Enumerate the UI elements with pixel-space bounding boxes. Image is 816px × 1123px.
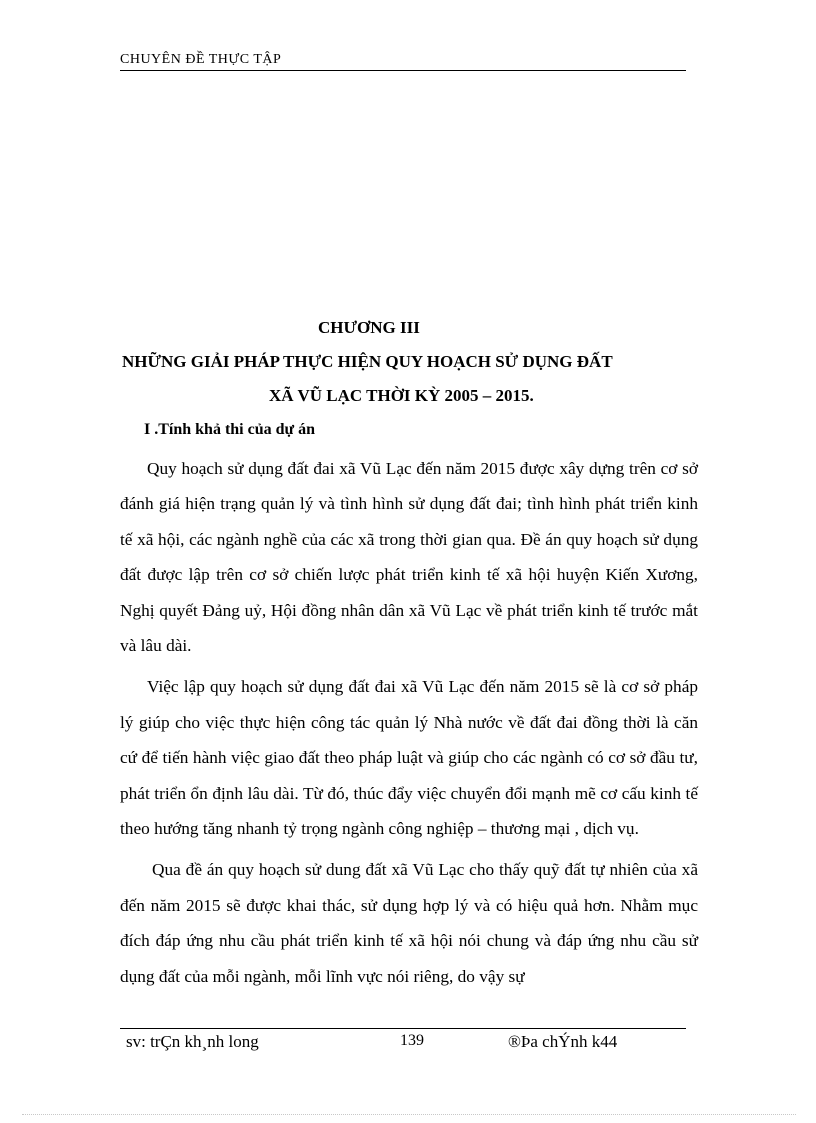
chapter-title-line-2: XÃ VŨ LẠC THỜI KỲ 2005 – 2015. — [269, 386, 534, 405]
footer-divider — [120, 1028, 686, 1029]
chapter-title-line-1: NHỮNG GIẢI PHÁP THỰC HIỆN QUY HOẠCH SỬ DỤNG ĐẤT — [122, 352, 613, 371]
running-header: CHUYÊN ĐỀ THỰC TẬP — [120, 52, 282, 67]
body-text — [120, 451, 698, 994]
page-number: 139 — [400, 1032, 424, 1049]
paragraph-1: Quy hoạch sử dụng đất đai xã Vũ Lạc đến năm 2015 được xây dựng trên cơ sở đánh giá hiện trạng quản lý và tình hình sử dụng đất đai; tình hình phát triển kinh tế xã hội, các ngành nghề của các xã trong thời gian qua. Đề án quy hoạch sử dụng đất được lập trên cơ sở chiến lược phát triển kinh tế xã hội huyện Kiến Xương, Nghị quyết Đảng uỷ, Hội đồng nhân dân xã Vũ Lạc về phát triển kinh tế trước mắt và lâu dài. — [120, 459, 698, 656]
header-divider — [120, 70, 686, 71]
page-boundary — [22, 1114, 796, 1115]
section-heading: I .Tính khả thi của dự án — [144, 421, 316, 438]
paragraph-2: Việc lập quy hoạch sử dụng đất đai xã Vũ Lạc đến năm 2015 sẽ là cơ sở pháp lý giúp cho việc thực hiện công tác quản lý Nhà nước về đất đai đồng thời là căn cứ để tiến hành việc giao đất theo pháp luật và giúp cho các ngành có cơ sở đầu tư, phát triển ổn định lâu dài. Từ đó, thúc đẩy việc chuyển đổi mạnh mẽ cơ cấu kinh tế theo hướng tăng nhanh tỷ trọng ngành công nghiệp – thương mại , dịch vụ. — [120, 677, 698, 839]
chapter-number: CHƯƠNG III — [318, 318, 420, 337]
paragraph-3: Qua đề án quy hoạch sử dung đất xã Vũ Lạc cho thấy quỹ đất tự nhiên của xã đến năm 2015 sẽ được khai thác, sử dụng hợp lý và có hiệu quả hơn. Nhằm mục đích đáp ứng nhu cầu phát triển kinh tế xã hội nói chung và đáp ứng nhu cầu sử dụng đất của mỗi ngành, mỗi lĩnh vực nói riêng, do vậy sự — [120, 860, 698, 986]
footer-class-info: ®Þa chÝnh k44 — [508, 1032, 618, 1051]
footer-author: sv: trÇn kh¸nh long — [126, 1032, 259, 1051]
